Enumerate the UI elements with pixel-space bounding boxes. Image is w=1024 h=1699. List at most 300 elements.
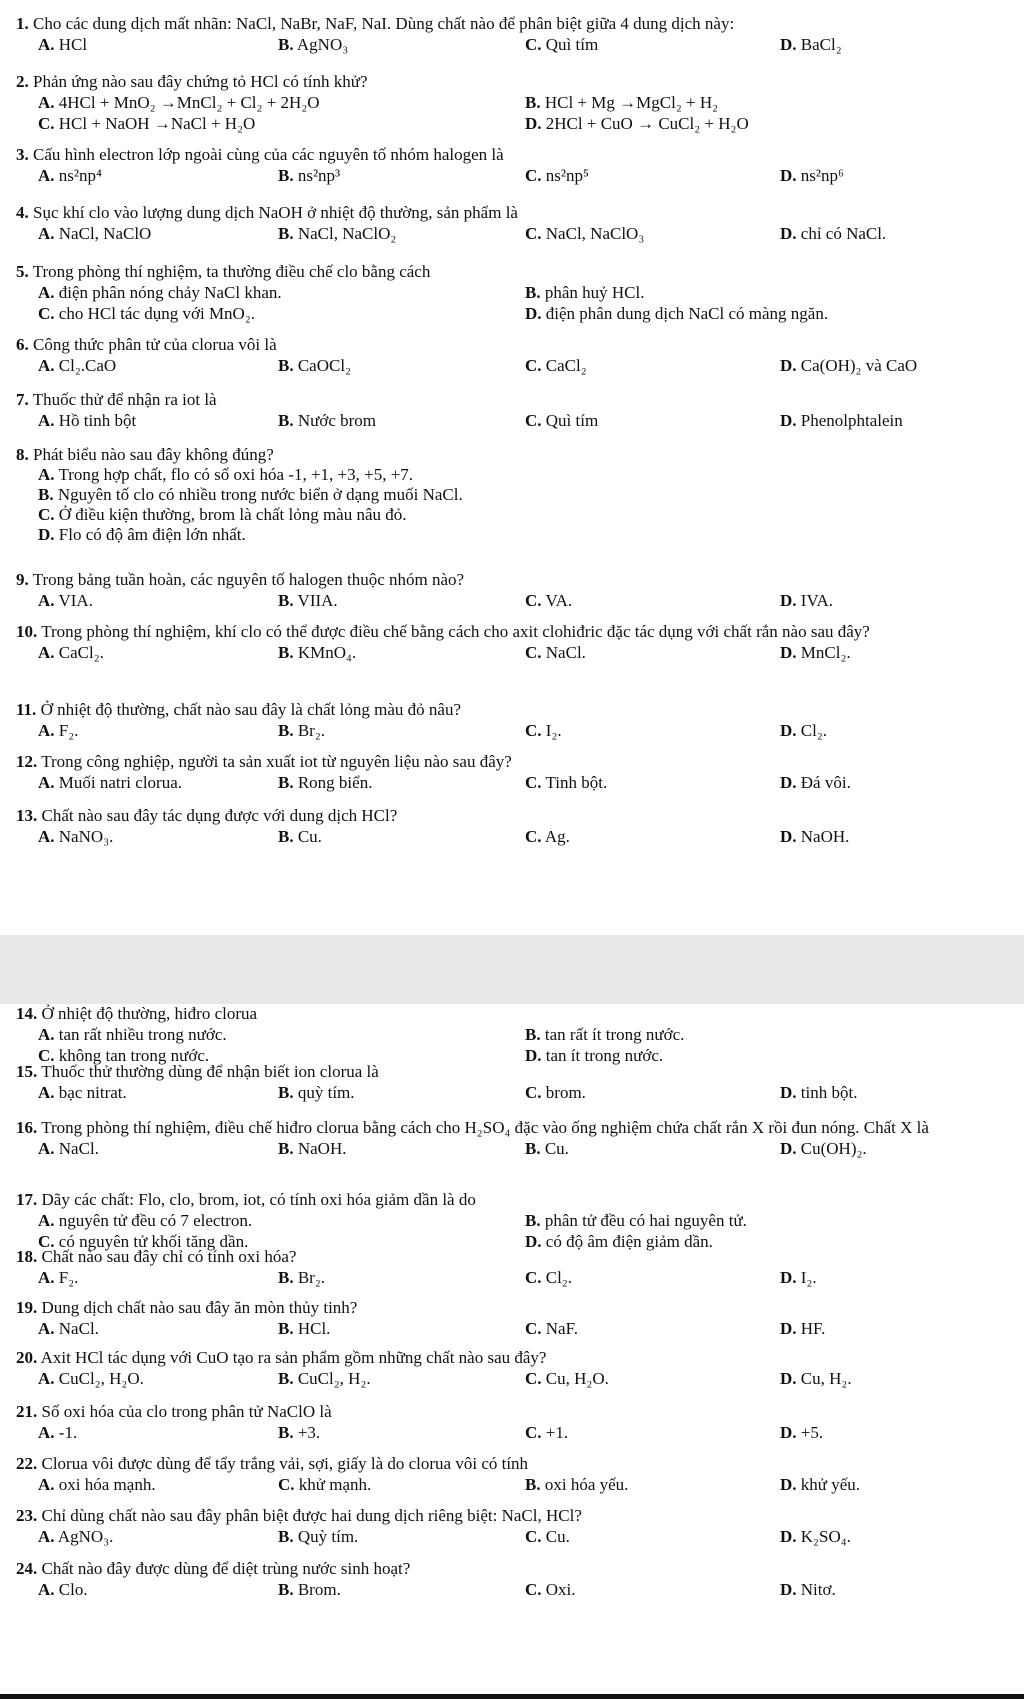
option-letter: C. bbox=[38, 1232, 55, 1251]
option-letter: C. bbox=[525, 773, 542, 792]
option-text: Cl₂. bbox=[545, 1268, 573, 1287]
option-letter: D. bbox=[525, 1232, 542, 1251]
option-c bbox=[525, 772, 607, 793]
option-a bbox=[38, 34, 87, 55]
option-text: I₂. bbox=[800, 1268, 817, 1287]
option-letter: A. bbox=[38, 1268, 55, 1287]
option-letter: C. bbox=[525, 1369, 542, 1388]
option-text: oxi hóa mạnh. bbox=[58, 1475, 156, 1494]
option-a bbox=[38, 1474, 156, 1495]
options-row bbox=[38, 282, 1012, 303]
option-letter: B. bbox=[525, 1139, 541, 1158]
option-letter: A. bbox=[38, 35, 55, 54]
option-letter: A. bbox=[38, 411, 55, 430]
option-b bbox=[525, 1210, 747, 1231]
option-text: Nitơ. bbox=[800, 1580, 836, 1599]
option-text: BaCl₂ bbox=[800, 35, 842, 54]
options-row bbox=[38, 1082, 1012, 1103]
option-text: Đá vôi. bbox=[800, 773, 851, 792]
question-stem bbox=[16, 1118, 1012, 1138]
option-d bbox=[780, 590, 833, 611]
question-3 bbox=[16, 145, 1012, 186]
option-text: Muối natri clorua. bbox=[58, 773, 182, 792]
question-text: Công thức phân tử của clorua vôi là bbox=[33, 335, 277, 354]
option-d bbox=[780, 642, 851, 663]
question-text: Trong phòng thí nghiệm, điều chế hiđro clorua bằng cách cho H₂SO₄ đặc vào ống nghiệm chứa chất rắn X rồi đun nóng. Chất X là bbox=[41, 1118, 929, 1137]
options-row bbox=[38, 1267, 1012, 1288]
option-text: Br₂. bbox=[297, 721, 326, 740]
option-c bbox=[525, 34, 598, 55]
option-letter: C. bbox=[525, 591, 542, 610]
option-letter: D. bbox=[780, 643, 797, 662]
options-row bbox=[38, 223, 1012, 244]
question-stem bbox=[16, 72, 1012, 92]
option-text: Cu. bbox=[544, 1139, 569, 1158]
option-b bbox=[525, 1024, 684, 1045]
option-text: Hồ tinh bột bbox=[58, 411, 137, 430]
option-text: tan rất ít trong nước. bbox=[544, 1025, 685, 1044]
question-number: 13. bbox=[16, 806, 38, 825]
option-letter: B. bbox=[278, 356, 294, 375]
option-text: NaCl, NaClO₂ bbox=[297, 224, 397, 243]
option-letter: A. bbox=[38, 465, 55, 484]
question-19 bbox=[16, 1298, 1012, 1339]
option-letter: D. bbox=[525, 1046, 542, 1065]
option-text: VA. bbox=[545, 591, 573, 610]
option-letter: A. bbox=[38, 224, 55, 243]
question-number: 4. bbox=[16, 203, 29, 222]
question-12 bbox=[16, 752, 1012, 793]
option-text: Quì tím bbox=[545, 35, 599, 54]
option-text: +5. bbox=[800, 1423, 824, 1442]
option-letter: D. bbox=[780, 1083, 797, 1102]
option-c bbox=[525, 410, 598, 431]
option-c bbox=[525, 355, 587, 376]
option-letter: A. bbox=[38, 1139, 55, 1158]
option-letter: C. bbox=[278, 1475, 295, 1494]
option-text: điện phân dung dịch NaCl có màng ngăn. bbox=[545, 304, 829, 323]
option-text: có độ âm điện giảm dần. bbox=[545, 1232, 713, 1251]
option-letter: B. bbox=[278, 643, 294, 662]
option-text: -1. bbox=[58, 1423, 78, 1442]
option-a bbox=[38, 1082, 127, 1103]
question-number: 22. bbox=[16, 1454, 38, 1473]
option-d bbox=[780, 720, 827, 741]
options-row bbox=[38, 720, 1012, 741]
option-letter: D. bbox=[780, 166, 797, 185]
option-letter: A. bbox=[38, 1319, 55, 1338]
option-letter: D. bbox=[780, 224, 797, 243]
option-text: brom. bbox=[545, 1083, 586, 1102]
option-letter: C. bbox=[525, 35, 542, 54]
option-a bbox=[38, 1267, 78, 1288]
option-d bbox=[780, 1368, 852, 1389]
question-number: 7. bbox=[16, 390, 29, 409]
option-c bbox=[38, 113, 255, 134]
question-text: Trong phòng thí nghiệm, ta thường điều chế clo bằng cách bbox=[32, 262, 431, 281]
option-c bbox=[525, 1318, 578, 1339]
option-a bbox=[38, 642, 104, 663]
option-text: Rong biển. bbox=[297, 773, 373, 792]
option-d bbox=[38, 525, 1012, 545]
option-text: Flo có độ âm điện lớn nhất. bbox=[58, 525, 246, 544]
option-c bbox=[525, 590, 572, 611]
option-letter: B. bbox=[525, 283, 541, 302]
question-13 bbox=[16, 806, 1012, 847]
options-row bbox=[38, 303, 1012, 324]
option-letter: C. bbox=[525, 1580, 542, 1599]
option-letter: A. bbox=[38, 721, 55, 740]
option-a bbox=[38, 223, 151, 244]
option-letter: A. bbox=[38, 356, 55, 375]
question-text: Trong công nghiệp, người ta sản xuất iot từ nguyên liệu nào sau đây? bbox=[41, 752, 512, 771]
option-text: tan ít trong nước. bbox=[545, 1046, 664, 1065]
option-letter: B. bbox=[278, 1319, 294, 1338]
option-letter: D. bbox=[780, 35, 797, 54]
question-text: Thuốc thử để nhận ra iot là bbox=[32, 390, 217, 409]
option-letter: C. bbox=[525, 721, 542, 740]
option-text: HCl + NaOH →NaCl + H₂O bbox=[58, 114, 256, 133]
option-letter: A. bbox=[38, 827, 55, 846]
option-b bbox=[278, 1526, 358, 1547]
question-24 bbox=[16, 1559, 1012, 1600]
option-b bbox=[278, 826, 322, 847]
options-row bbox=[38, 410, 1012, 431]
question-stem bbox=[16, 700, 1012, 720]
question-number: 12. bbox=[16, 752, 38, 771]
option-letter: B. bbox=[525, 1211, 541, 1230]
question-22 bbox=[16, 1454, 1012, 1495]
option-text: NaNO₃. bbox=[58, 827, 114, 846]
option-c bbox=[38, 303, 255, 324]
option-letter: A. bbox=[38, 1025, 55, 1044]
option-text: Ca(OH)₂ và CaO bbox=[800, 356, 918, 375]
option-text: ns²np⁴ bbox=[58, 166, 102, 185]
question-number: 2. bbox=[16, 72, 29, 91]
option-c bbox=[38, 505, 1012, 525]
option-b bbox=[278, 355, 351, 376]
question-text: Chất nào đây được dùng để diệt trùng nước sinh hoạt? bbox=[41, 1559, 411, 1578]
options-row bbox=[38, 1368, 1012, 1389]
question-number: 18. bbox=[16, 1247, 38, 1266]
option-text: NaCl. bbox=[545, 643, 586, 662]
option-a bbox=[38, 1422, 77, 1443]
option-text: khử yếu. bbox=[800, 1475, 861, 1494]
option-text: IVA. bbox=[800, 591, 834, 610]
option-text: VIIA. bbox=[297, 591, 338, 610]
question-number: 23. bbox=[16, 1506, 38, 1525]
question-17 bbox=[16, 1190, 1012, 1252]
option-a bbox=[38, 772, 182, 793]
option-letter: B. bbox=[278, 411, 294, 430]
option-c bbox=[525, 1082, 586, 1103]
options-row bbox=[38, 1210, 1012, 1231]
option-b bbox=[525, 282, 644, 303]
option-d bbox=[780, 1422, 823, 1443]
option-text: NaOH. bbox=[297, 1139, 347, 1158]
option-d bbox=[780, 1318, 825, 1339]
option-text: KMnO₄. bbox=[297, 643, 357, 662]
option-text: HCl + Mg →MgCl₂ + H₂ bbox=[544, 93, 719, 112]
question-number: 9. bbox=[16, 570, 29, 589]
question-stem bbox=[16, 203, 1012, 223]
question-11 bbox=[16, 700, 1012, 741]
option-text: HF. bbox=[800, 1319, 826, 1338]
option-a bbox=[38, 1210, 252, 1231]
options-row bbox=[38, 1422, 1012, 1443]
option-letter: C. bbox=[525, 1083, 542, 1102]
option-b bbox=[278, 772, 372, 793]
option-letter: C. bbox=[525, 827, 542, 846]
option-c bbox=[525, 1138, 569, 1159]
option-letter: A. bbox=[38, 643, 55, 662]
option-text: NaCl. bbox=[58, 1319, 99, 1338]
option-letter: C. bbox=[38, 505, 55, 524]
option-letter: A. bbox=[38, 1475, 55, 1494]
option-letter: B. bbox=[278, 1268, 294, 1287]
page-gap bbox=[0, 935, 1024, 1004]
option-letter: D. bbox=[780, 721, 797, 740]
option-letter: D. bbox=[780, 1580, 797, 1599]
option-d bbox=[780, 223, 886, 244]
option-d bbox=[780, 1526, 851, 1547]
option-d bbox=[780, 1082, 857, 1103]
option-letter: A. bbox=[38, 1527, 55, 1546]
question-number: 10. bbox=[16, 622, 38, 641]
option-letter: D. bbox=[780, 411, 797, 430]
option-letter: A. bbox=[38, 1211, 55, 1230]
option-letter: D. bbox=[780, 1475, 797, 1494]
option-text: Quì tím bbox=[545, 411, 599, 430]
option-a bbox=[38, 1024, 227, 1045]
option-text: +1. bbox=[545, 1423, 569, 1442]
option-letter: A. bbox=[38, 283, 55, 302]
option-b bbox=[525, 92, 718, 113]
option-letter: B. bbox=[278, 721, 294, 740]
option-letter: D. bbox=[780, 773, 797, 792]
option-letter: C. bbox=[525, 356, 542, 375]
question-stem bbox=[16, 14, 1012, 34]
option-c bbox=[525, 1422, 568, 1443]
option-d bbox=[525, 113, 749, 134]
option-text: NaCl, NaClO₃ bbox=[545, 224, 645, 243]
option-b bbox=[278, 642, 356, 663]
option-letter: A. bbox=[38, 1369, 55, 1388]
option-text: VIA. bbox=[58, 591, 93, 610]
options-row bbox=[38, 1579, 1012, 1600]
question-stem bbox=[16, 335, 1012, 355]
worksheet-page-2 bbox=[0, 1004, 1024, 1694]
question-number: 1. bbox=[16, 14, 29, 33]
option-a bbox=[38, 165, 102, 186]
option-text: K₂SO₄. bbox=[800, 1527, 851, 1546]
option-a bbox=[38, 410, 136, 431]
question-1 bbox=[16, 14, 1012, 55]
question-stem bbox=[16, 570, 1012, 590]
options-row bbox=[38, 826, 1012, 847]
options-row bbox=[38, 113, 1012, 134]
question-5 bbox=[16, 262, 1012, 324]
question-18 bbox=[16, 1247, 1012, 1288]
option-letter: C. bbox=[525, 166, 542, 185]
options-row bbox=[38, 1138, 1012, 1159]
option-a bbox=[38, 1368, 144, 1389]
options-row bbox=[38, 590, 1012, 611]
option-text: Nguyên tố clo có nhiều trong nước biển ở dạng muối NaCl. bbox=[57, 485, 463, 504]
option-d bbox=[780, 1579, 836, 1600]
option-d bbox=[780, 410, 903, 431]
options-row bbox=[38, 1318, 1012, 1339]
option-text: Nước brom bbox=[297, 411, 377, 430]
option-letter: D. bbox=[780, 1423, 797, 1442]
option-text: CaCl₂. bbox=[58, 643, 104, 662]
option-b bbox=[278, 720, 325, 741]
question-stem bbox=[16, 445, 1012, 465]
option-a bbox=[38, 92, 320, 113]
option-a bbox=[38, 465, 1012, 485]
question-stem bbox=[16, 1454, 1012, 1474]
option-text: NaCl, NaClO bbox=[58, 224, 152, 243]
option-letter: D. bbox=[780, 1527, 797, 1546]
option-letter: D. bbox=[780, 1369, 797, 1388]
question-text: Chất nào sau đây tác dụng được với dung dịch HCl? bbox=[41, 806, 398, 825]
question-text: Trong bảng tuần hoàn, các nguyên tố halogen thuộc nhóm nào? bbox=[32, 570, 465, 589]
option-letter: B. bbox=[278, 827, 294, 846]
option-text: CuCl₂, H₂. bbox=[297, 1369, 371, 1388]
option-text: CaOCl₂ bbox=[297, 356, 351, 375]
question-21 bbox=[16, 1402, 1012, 1443]
question-number: 11. bbox=[16, 700, 37, 719]
option-text: MnCl₂. bbox=[800, 643, 851, 662]
option-letter: A. bbox=[38, 1083, 55, 1102]
question-number: 15. bbox=[16, 1062, 38, 1081]
question-stem bbox=[16, 806, 1012, 826]
option-text: Cl₂. bbox=[800, 721, 828, 740]
question-number: 21. bbox=[16, 1402, 38, 1421]
option-text: F₂. bbox=[58, 721, 79, 740]
option-text: phân tử đều có hai nguyên tử. bbox=[544, 1211, 747, 1230]
option-letter: C. bbox=[525, 643, 542, 662]
option-text: cho HCl tác dụng với MnO₂. bbox=[58, 304, 256, 323]
option-text: NaCl. bbox=[58, 1139, 99, 1158]
option-letter: D. bbox=[780, 356, 797, 375]
question-text: Thuốc thử thường dùng để nhận biết ion clorua là bbox=[41, 1062, 379, 1081]
option-letter: B. bbox=[278, 224, 294, 243]
option-text: tan rất nhiều trong nước. bbox=[58, 1025, 227, 1044]
question-text: Chỉ dùng chất nào sau đây phân biệt được hai dung dịch riêng biệt: NaCl, HCl? bbox=[41, 1506, 582, 1525]
question-number: 17. bbox=[16, 1190, 38, 1209]
option-d bbox=[780, 1138, 867, 1159]
option-b bbox=[278, 1474, 371, 1495]
option-text: Cu. bbox=[545, 1527, 570, 1546]
question-text: Dãy các chất: Flo, clo, brom, iot, có tính oxi hóa giảm dần là do bbox=[41, 1190, 476, 1209]
option-a bbox=[38, 1526, 113, 1547]
question-10 bbox=[16, 622, 1012, 663]
option-text: ns²np³ bbox=[297, 166, 341, 185]
question-stem bbox=[16, 1559, 1012, 1579]
options-row bbox=[38, 92, 1012, 113]
option-a bbox=[38, 1138, 99, 1159]
options-row bbox=[38, 772, 1012, 793]
option-text: AgNO₃. bbox=[57, 1527, 114, 1546]
option-text: Cl₂.CaO bbox=[58, 356, 117, 375]
question-text: Cho các dung dịch mất nhãn: NaCl, NaBr, NaF, NaI. Dùng chất nào để phân biệt giữa 4 dung dịch này: bbox=[33, 14, 735, 33]
question-9 bbox=[16, 570, 1012, 611]
option-text: Tinh bột. bbox=[545, 773, 608, 792]
option-text: ns²np⁶ bbox=[800, 166, 844, 185]
question-number: 3. bbox=[16, 145, 29, 164]
option-b bbox=[278, 34, 348, 55]
option-text: Brom. bbox=[297, 1580, 341, 1599]
question-number: 5. bbox=[16, 262, 29, 281]
question-text: Phản ứng nào sau đây chứng tỏ HCl có tính khử? bbox=[33, 72, 368, 91]
option-c bbox=[525, 165, 589, 186]
question-16 bbox=[16, 1118, 1012, 1159]
question-number: 20. bbox=[16, 1348, 38, 1367]
option-c bbox=[525, 1579, 576, 1600]
option-text: Ở điều kiện thường, brom là chất lỏng màu nâu đỏ. bbox=[58, 505, 407, 524]
option-c bbox=[525, 826, 570, 847]
option-text: Trong hợp chất, flo có số oxi hóa -1, +1, +3, +5, +7. bbox=[58, 465, 414, 484]
option-text: Cu(OH)₂. bbox=[800, 1139, 867, 1158]
option-a bbox=[38, 355, 116, 376]
question-stem bbox=[16, 262, 1012, 282]
option-c bbox=[525, 642, 586, 663]
option-letter: C. bbox=[525, 1423, 542, 1442]
option-text: Oxi. bbox=[545, 1580, 576, 1599]
option-b bbox=[278, 223, 396, 244]
option-text: phân huỷ HCl. bbox=[544, 283, 645, 302]
question-stem bbox=[16, 752, 1012, 772]
option-letter: B. bbox=[278, 1423, 294, 1442]
question-stem bbox=[16, 390, 1012, 410]
question-text: Dung dịch chất nào sau đây ăn mòn thủy tinh? bbox=[41, 1298, 358, 1317]
option-letter: A. bbox=[38, 773, 55, 792]
option-c bbox=[525, 720, 562, 741]
question-text: Phát biểu nào sau đây không đúng? bbox=[33, 445, 274, 464]
options-row bbox=[38, 1474, 1012, 1495]
options-row bbox=[38, 1526, 1012, 1547]
option-d bbox=[780, 1267, 817, 1288]
option-letter: C. bbox=[525, 1527, 542, 1546]
option-letter: D. bbox=[780, 1319, 797, 1338]
option-letter: D. bbox=[525, 114, 542, 133]
option-text: điện phân nóng chảy NaCl khan. bbox=[58, 283, 282, 302]
option-text: Clo. bbox=[58, 1580, 88, 1599]
options-row bbox=[38, 1024, 1012, 1045]
question-stem bbox=[16, 145, 1012, 165]
question-stem bbox=[16, 1062, 1012, 1082]
option-text: quỳ tím. bbox=[297, 1083, 355, 1102]
option-a bbox=[38, 1579, 88, 1600]
option-letter: C. bbox=[38, 304, 55, 323]
option-text: Ag. bbox=[544, 827, 570, 846]
option-letter: C. bbox=[525, 1319, 542, 1338]
option-d bbox=[780, 772, 851, 793]
option-text: oxi hóa yếu. bbox=[544, 1475, 629, 1494]
options-row bbox=[38, 34, 1012, 55]
option-letter: B. bbox=[38, 485, 54, 504]
option-a bbox=[38, 826, 113, 847]
option-letter: D. bbox=[780, 1268, 797, 1287]
bottom-rule bbox=[0, 1694, 1024, 1699]
option-b bbox=[278, 165, 340, 186]
option-letter: C. bbox=[525, 1268, 542, 1287]
question-number: 16. bbox=[16, 1118, 38, 1137]
option-letter: B. bbox=[278, 773, 294, 792]
question-7 bbox=[16, 390, 1012, 431]
option-text: ns²np⁵ bbox=[545, 166, 589, 185]
